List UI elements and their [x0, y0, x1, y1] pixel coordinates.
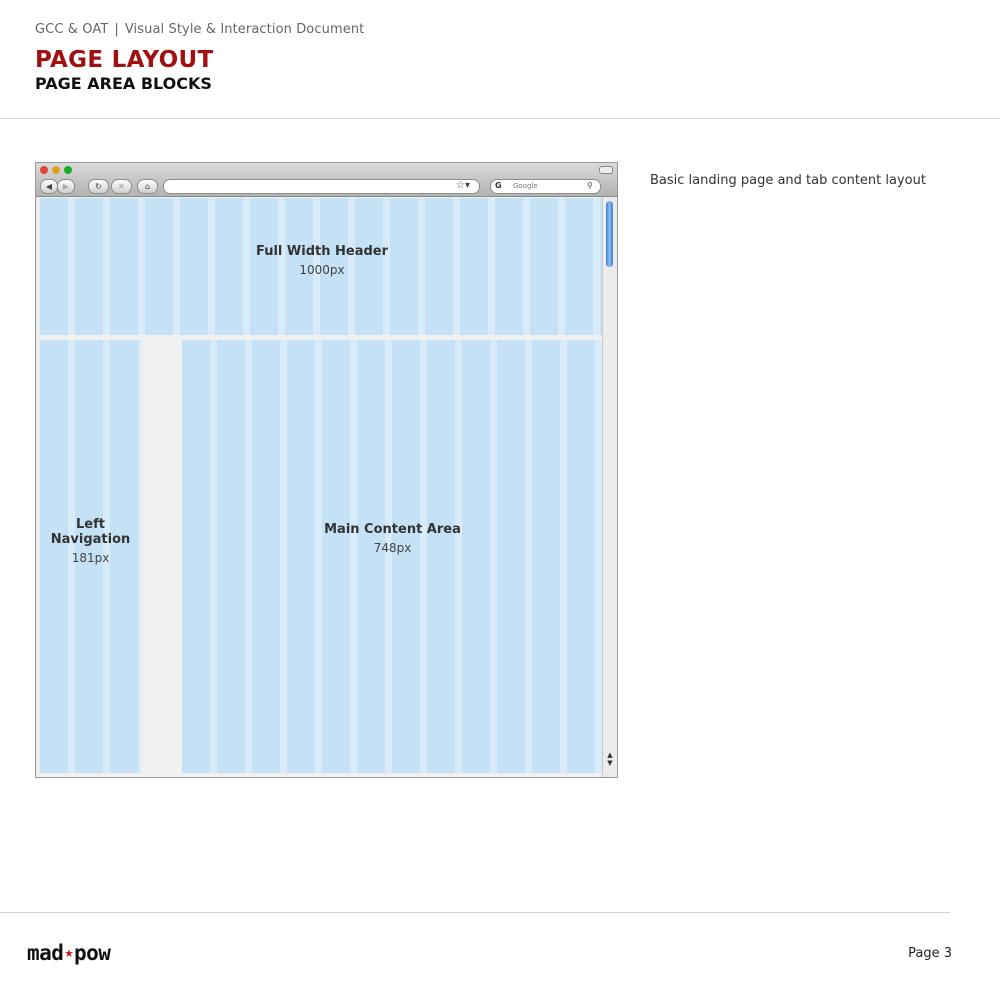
- search-icon: ⚲: [587, 181, 593, 190]
- nav-block-text: [40, 517, 141, 565]
- stop-icon: ✕: [111, 179, 132, 194]
- scroll-up-icon: ▲: [607, 751, 613, 759]
- nav-block-label-line1: Left: [76, 517, 105, 532]
- breadcrumb-document: Visual Style & Interaction Document: [124, 22, 365, 37]
- breadcrumb-project: GCC & OAT: [35, 22, 109, 37]
- search-box: [490, 179, 601, 194]
- browser-toolbar: [36, 163, 617, 197]
- close-window-icon: [40, 166, 48, 174]
- logo-star-icon: ★: [64, 943, 73, 961]
- browser-mockup: [35, 162, 618, 778]
- nav-block-size: 181px: [71, 551, 110, 565]
- main-content-block: [182, 340, 603, 773]
- main-block-label: Main Content Area: [324, 522, 461, 537]
- minimize-window-icon: [52, 166, 60, 174]
- mad-pow-logo: [27, 941, 110, 965]
- footer-divider: [0, 912, 950, 913]
- page-title: PAGE LAYOUT: [35, 47, 214, 73]
- header-block-size: 1000px: [299, 263, 345, 277]
- document-header: [35, 22, 364, 95]
- url-bar: [163, 179, 480, 194]
- header-block-label: Full Width Header: [255, 244, 389, 259]
- layout-description: Basic landing page and tab content layout: [650, 173, 926, 188]
- forward-icon: ▶: [57, 179, 75, 194]
- full-width-header-block: [40, 198, 603, 335]
- browser-viewport: [37, 197, 603, 777]
- reload-icon: ↻: [88, 179, 109, 194]
- logo-text-left: mad: [27, 941, 64, 965]
- search-engine-icon: G: [495, 181, 502, 190]
- toolbar-toggle-icon: [599, 166, 613, 174]
- bookmark-star-icon: ☆▾: [456, 180, 470, 191]
- breadcrumb: [35, 22, 364, 37]
- main-block-text: [182, 522, 603, 555]
- page-number: Page 3: [908, 946, 952, 961]
- scroll-down-icon: ▼: [607, 759, 613, 767]
- header-block-text: [40, 244, 603, 277]
- nav-block-label-line2: Navigation: [50, 532, 131, 547]
- back-icon: ◀: [40, 179, 58, 194]
- main-block-size: 748px: [373, 541, 412, 555]
- search-placeholder: Google: [513, 182, 538, 190]
- page-subtitle: PAGE AREA BLOCKS: [35, 74, 212, 93]
- scroll-thumb: [606, 201, 613, 267]
- breadcrumb-separator: |: [114, 22, 119, 37]
- left-navigation-block: [40, 340, 141, 773]
- home-icon: ⌂: [137, 179, 158, 194]
- header-divider: [0, 118, 1000, 119]
- browser-scrollbar: [602, 197, 617, 777]
- zoom-window-icon: [64, 166, 72, 174]
- logo-text-right: pow: [73, 941, 111, 965]
